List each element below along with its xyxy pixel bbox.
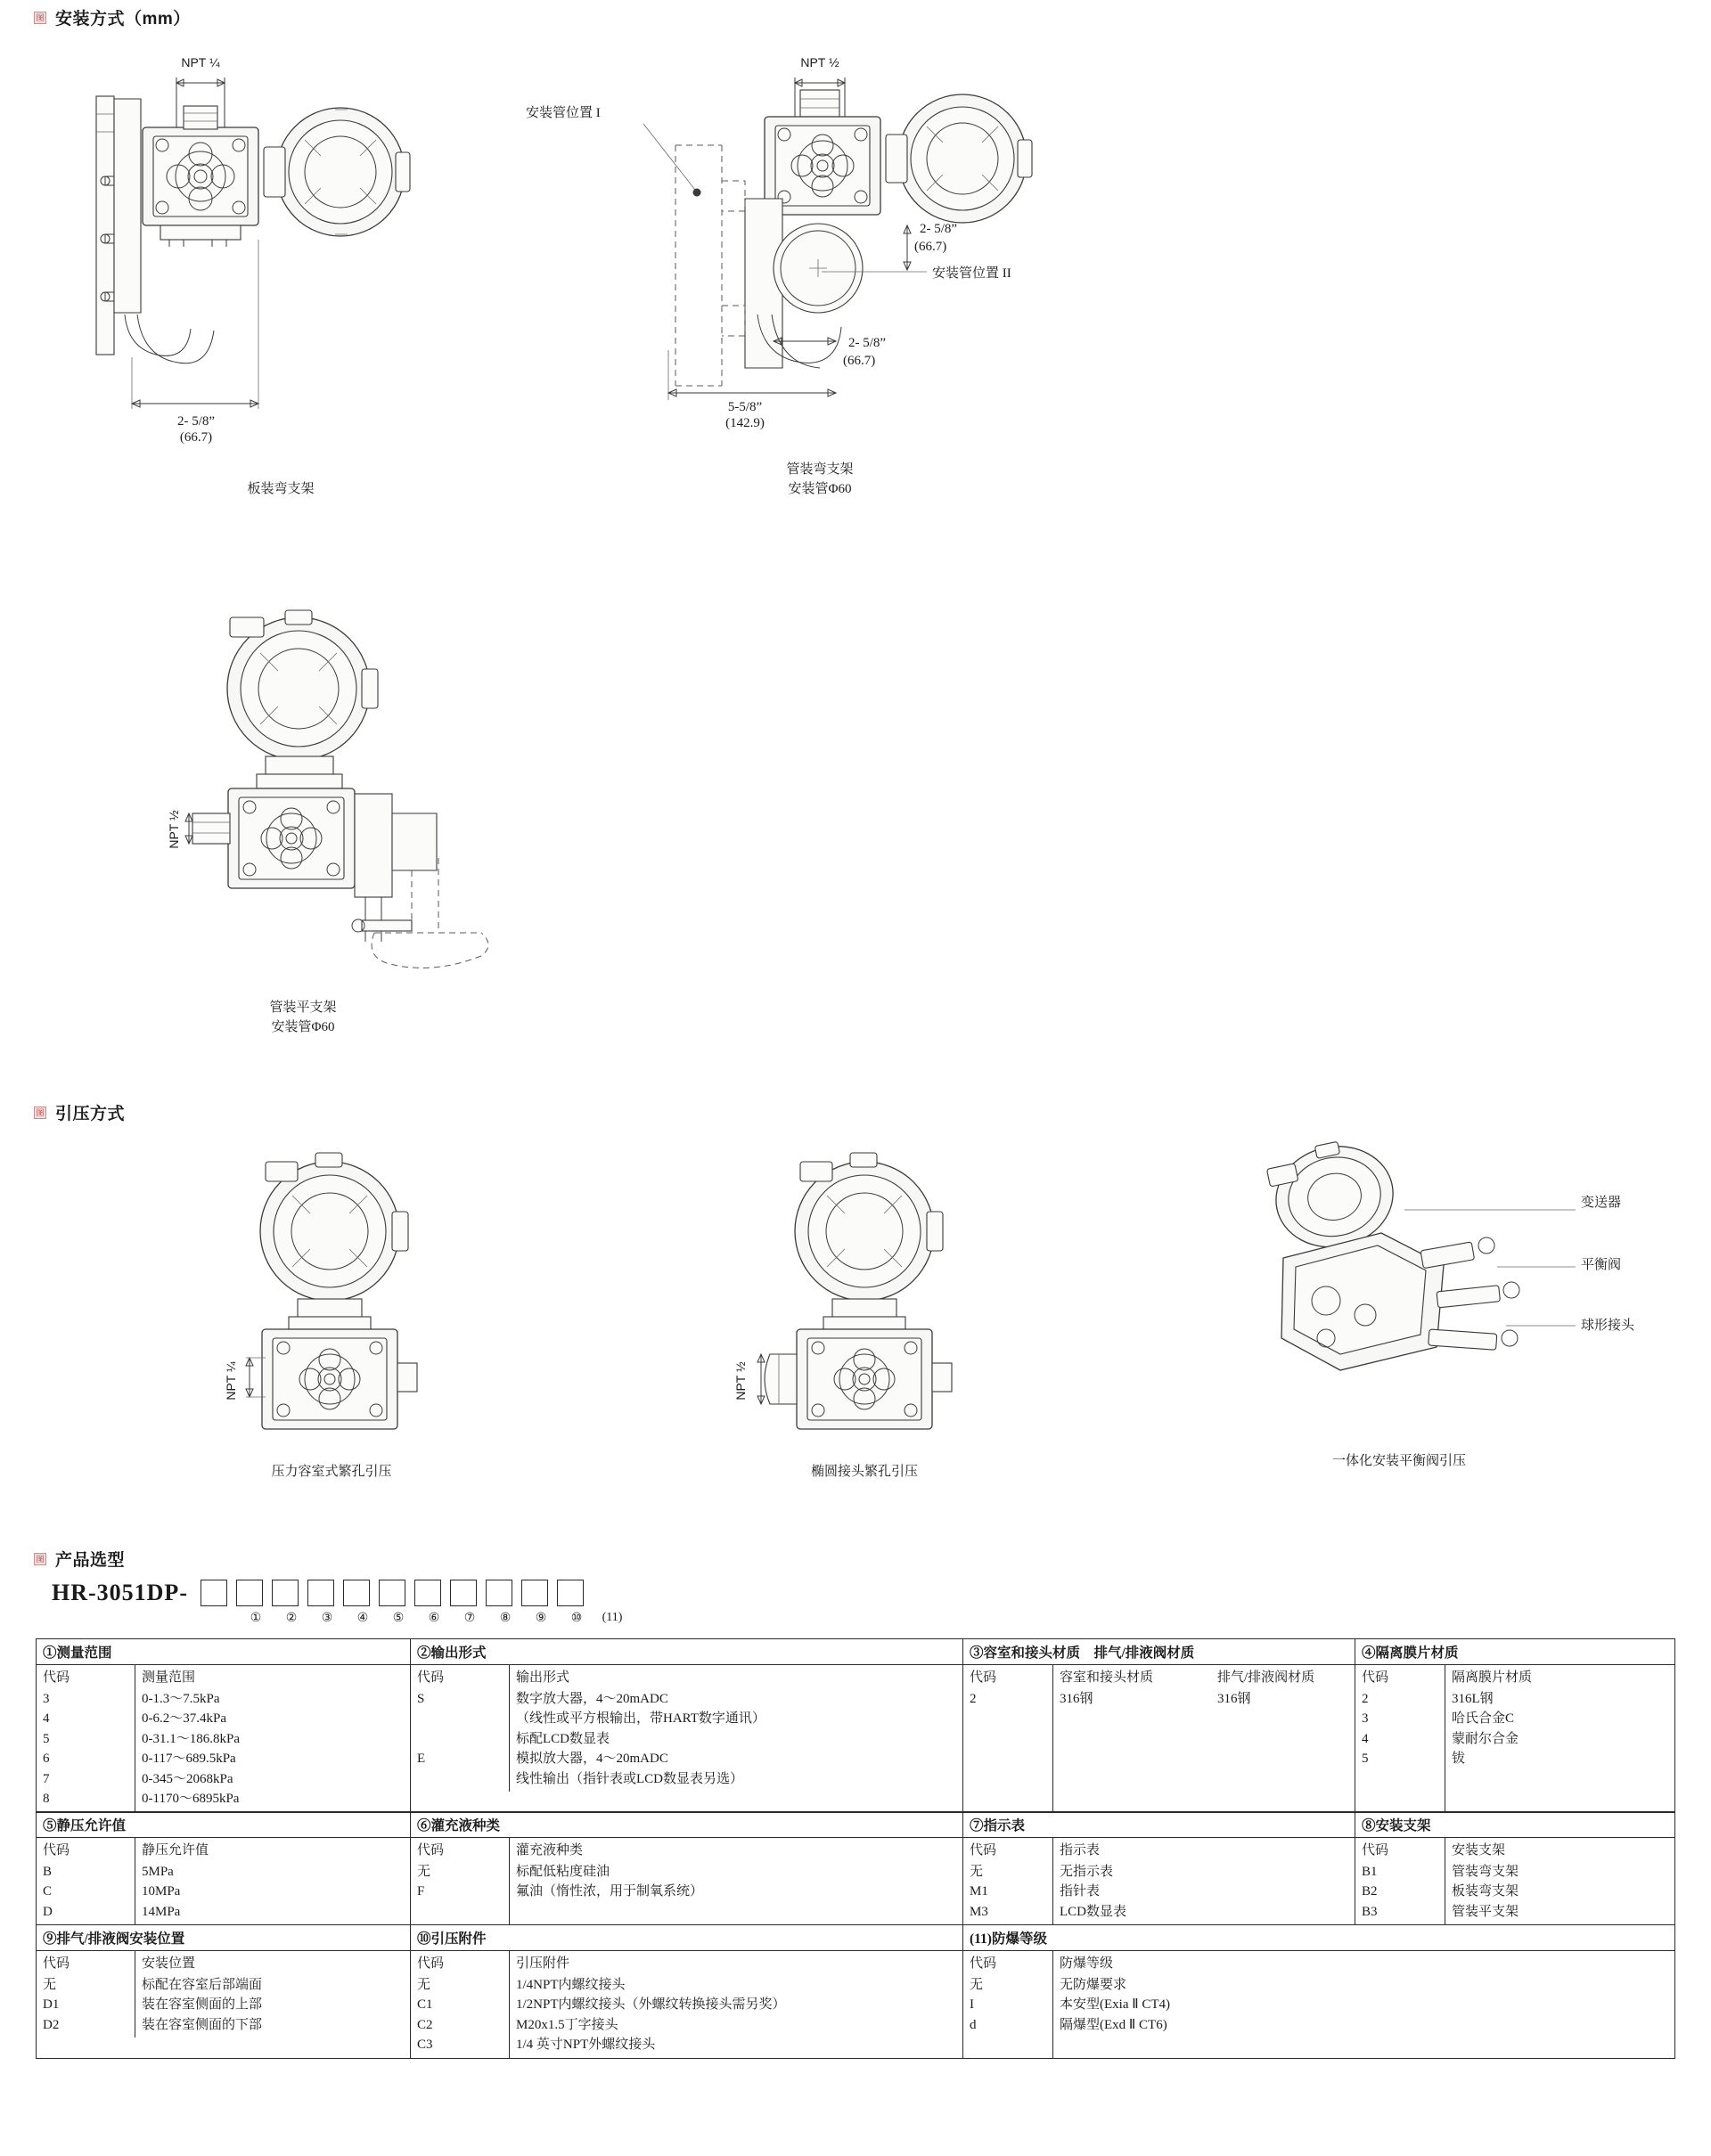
figure1-dim-label2: (66.7)	[179, 430, 213, 445]
cell: C1	[417, 1997, 433, 2013]
cell: 0-117～689.5kPa	[142, 1752, 236, 1766]
col-header: 输出形式	[516, 1670, 570, 1685]
figure4-caption: 压力容室式繁孔引压	[271, 1465, 392, 1479]
cell: 标配低粘度硅油	[516, 1864, 610, 1879]
figure3-npt-label: NPT ½	[167, 810, 181, 849]
col-header: 代码	[417, 1956, 445, 1972]
figure-row-brackets	[0, 29, 1711, 600]
cell: 钹	[1452, 1752, 1466, 1766]
cell: 4	[1362, 1731, 1369, 1746]
figure2-dimB-label: 2- 5/8”	[848, 336, 887, 350]
cell: D2	[43, 2017, 60, 2032]
spec-block-diaphragm-material	[1355, 1638, 1675, 1813]
figure1-dim-label: 2- 5/8”	[176, 414, 216, 429]
code-index-11: (11)	[602, 1611, 623, 1624]
cell: 3	[1362, 1711, 1369, 1726]
cell: I	[970, 1997, 974, 2013]
section-header-mounting	[0, 5, 1711, 29]
cell: 无	[43, 1977, 57, 1992]
figure2-caption1: 管装弯支架	[786, 462, 854, 477]
section-bullet-icon-2: 图	[34, 1107, 46, 1119]
col-header: 防爆等级	[1060, 1956, 1114, 1972]
cell: C3	[417, 2038, 433, 2053]
model-prefix: HR-3051DP-	[52, 1580, 188, 1605]
cell: 5MPa	[142, 1864, 174, 1879]
figure2-pipe-position1-label: 安装管位置 I	[526, 106, 601, 120]
code-index-7: ⑦	[463, 1612, 476, 1625]
code-index-1: ①	[250, 1612, 262, 1625]
cell: 1/4NPT内螺纹接头	[516, 1977, 626, 1992]
figure-panel-bracket	[96, 55, 410, 496]
figure3-caption1: 管装平支架	[269, 1000, 337, 1015]
cell: 14MPa	[142, 1904, 181, 1919]
cell: S	[417, 1691, 425, 1706]
cell: 316钢	[1060, 1691, 1093, 1706]
code-index-row	[242, 1611, 1711, 1626]
cell	[417, 1709, 503, 1729]
code-index-3: ③	[321, 1612, 333, 1625]
figure5-npt-label: NPT ½	[733, 1361, 748, 1401]
spec-block-title: ①测量范围	[37, 1639, 410, 1665]
cell: 板装弯支架	[1452, 1884, 1519, 1899]
cell: 10MPa	[142, 1884, 181, 1899]
cell: 无	[417, 1977, 431, 1992]
cell: 本安型(Exia Ⅱ CT4)	[1060, 1997, 1171, 2013]
code-box-2[interactable]	[236, 1580, 263, 1606]
spec-block-fill-fluid	[410, 1811, 962, 1925]
spec-row-1	[36, 1638, 1675, 1813]
figure-row-pressure	[0, 1124, 1711, 1543]
col-header: 代码	[417, 1843, 445, 1858]
figure2-dimB-label2: (66.7)	[843, 354, 876, 368]
figure6-label-balance-valve: 平衡阀	[1581, 1258, 1622, 1272]
code-box-9[interactable]	[486, 1580, 512, 1606]
col-header: 代码	[43, 1670, 70, 1685]
cell: 隔爆型(Exd Ⅱ CT6)	[1060, 2017, 1167, 2032]
code-box-5[interactable]	[343, 1580, 370, 1606]
code-box-3[interactable]	[272, 1580, 299, 1606]
figure3-caption2: 安装管Φ60	[271, 1020, 335, 1034]
figure2-npt-label: NPT ½	[800, 55, 839, 69]
col-header: 引压附件	[516, 1956, 570, 1972]
section-title-model: 产品选型	[55, 1551, 126, 1570]
section-title-mounting: 安装方式（mm）	[55, 10, 191, 29]
spec-block-explosion-proof	[962, 1924, 1675, 2059]
cell: 0-345～2068kPa	[142, 1771, 233, 1786]
cell: 1/4 英寸NPT外螺纹接头	[516, 2038, 656, 2053]
cell: 标配在容室后部端面	[142, 1977, 263, 1992]
cell: D1	[43, 1997, 60, 2013]
spec-block-vent-drain-position	[36, 1924, 410, 2059]
cell: 0-1.3～7.5kPa	[142, 1691, 220, 1706]
code-index-8: ⑧	[499, 1612, 512, 1625]
col-header: 容室和接头材质	[1060, 1670, 1154, 1685]
cell: 管装弯支架	[1452, 1864, 1519, 1879]
cell	[417, 1769, 503, 1790]
section-bullet-icon: 图	[34, 12, 46, 24]
cell: M3	[970, 1904, 988, 1919]
col-header: 隔离膜片材质	[1452, 1670, 1533, 1685]
col-header: 代码	[417, 1670, 445, 1685]
spec-block-title: ⑧安装支架	[1355, 1812, 1674, 1838]
col-header: 代码	[1362, 1843, 1389, 1858]
cell: E	[417, 1752, 426, 1766]
cell: 标配LCD数显表	[516, 1731, 610, 1746]
cell: 无	[417, 1864, 431, 1879]
cell: 装在容室侧面的下部	[142, 2017, 263, 2032]
spec-block-mounting-bracket	[1355, 1811, 1675, 1925]
spec-tables	[0, 1638, 1711, 2059]
spec-block-indicator	[962, 1811, 1355, 1925]
col-header: 安装支架	[1452, 1843, 1506, 1858]
flat-bracket-drawing	[0, 582, 1711, 1116]
cell: 316L钢	[1452, 1691, 1494, 1706]
model-code-builder	[0, 1580, 1711, 1626]
cell: 无防爆要求	[1060, 1977, 1127, 1992]
figure2-dimC-label: 5-5/8”	[727, 400, 763, 414]
spec-block-measuring-range	[36, 1638, 410, 1813]
code-index-10: ⑩	[570, 1612, 583, 1625]
cell: M20x1.5丁字接头	[516, 2017, 618, 2032]
cell: 3	[43, 1691, 50, 1706]
code-box-11[interactable]	[557, 1580, 584, 1606]
figure2-dimA-label: 2- 5/8”	[920, 222, 958, 236]
spec-block-chamber-material	[962, 1638, 1355, 1813]
cell: 哈氏合金C	[1452, 1711, 1515, 1726]
cell: C	[43, 1884, 53, 1899]
cell: 数字放大器，4～20mADC	[516, 1691, 668, 1706]
cell: 7	[43, 1771, 50, 1786]
cell: 指针表	[1060, 1884, 1101, 1899]
figure2-dimC-label2: (142.9)	[725, 416, 765, 430]
figure2-caption2: 安装管Φ60	[788, 482, 852, 496]
cell: 0-1170～6895kPa	[142, 1792, 240, 1806]
cell: B3	[1362, 1904, 1378, 1919]
spec-block-title: (11)防爆等级	[963, 1925, 1674, 1951]
code-box-4[interactable]	[307, 1580, 334, 1606]
code-index-6: ⑥	[428, 1612, 440, 1625]
cell: 5	[1362, 1752, 1369, 1766]
figure6-caption: 一体化安装平衡阀引压	[1331, 1454, 1467, 1468]
cell: 无	[970, 1977, 984, 1992]
cell: 2	[970, 1691, 977, 1706]
col-header: 灌充液种类	[516, 1843, 584, 1858]
col-header: 代码	[1362, 1670, 1389, 1685]
cell: 6	[43, 1752, 50, 1766]
col-header: 测量范围	[142, 1670, 196, 1685]
electronics-housing	[264, 108, 410, 236]
cell: M1	[970, 1884, 988, 1899]
spec-row-3	[36, 1924, 1675, 2059]
section-title-pressure: 引压方式	[55, 1105, 126, 1123]
cell: 蒙耐尔合金	[1452, 1731, 1519, 1746]
col-header: 代码	[970, 1956, 997, 1972]
code-box-1[interactable]	[201, 1580, 227, 1606]
col-header: 指示表	[1060, 1843, 1101, 1858]
figure1-npt-label: NPT ¼	[181, 55, 220, 69]
figure2-pipe-position2-label: 安装管位置 II	[932, 266, 1011, 281]
col-header: 代码	[970, 1843, 997, 1858]
col-header: 代码	[970, 1670, 997, 1685]
cell: 8	[43, 1792, 50, 1806]
pressure-tap-drawings	[0, 1124, 1711, 1543]
cell: 4	[43, 1711, 50, 1726]
cell: 管装平支架	[1452, 1904, 1519, 1919]
spec-block-pressure-accessory	[410, 1924, 962, 2059]
cell: 线性输出（指针表或LCD数显表另选）	[516, 1771, 744, 1786]
spec-block-title: ②输出形式	[411, 1639, 962, 1665]
spec-block-title: ④隔离膜片材质	[1355, 1639, 1674, 1665]
cell: 氟油（惰性浓，用于制氧系统）	[516, 1884, 704, 1899]
cell: B1	[1362, 1864, 1378, 1879]
col-header: 安装位置	[142, 1956, 196, 1972]
cell: 0-31.1～186.8kPa	[142, 1731, 240, 1746]
cell: （线性或平方根输出，带HART数字通讯）	[516, 1711, 765, 1726]
cell: 316钢	[1217, 1691, 1251, 1706]
code-box-7[interactable]	[414, 1580, 441, 1606]
figure2-dimA-label2: (66.7)	[914, 240, 947, 254]
figure5-caption: 椭圆接头繁孔引压	[810, 1465, 919, 1479]
spec-block-title: ⑨排气/排液阀安装位置	[37, 1925, 410, 1951]
code-index-9: ⑨	[535, 1612, 547, 1625]
spec-block-title: ⑥灌充液种类	[411, 1812, 962, 1838]
code-index-4: ④	[356, 1612, 369, 1625]
bracket-drawings	[0, 29, 1711, 600]
datasheet-page	[0, 5, 1711, 2156]
cell: F	[417, 1884, 425, 1899]
cell: 装在容室侧面的上部	[142, 1997, 263, 2013]
cell: B	[43, 1864, 53, 1879]
figure1-caption: 板装弯支架	[247, 482, 315, 496]
col-header: 代码	[43, 1843, 70, 1858]
code-box-6[interactable]	[379, 1580, 405, 1606]
section-header-model	[0, 1547, 1711, 1571]
cell	[417, 1729, 503, 1750]
cell: 5	[43, 1731, 50, 1746]
col-header: 代码	[43, 1956, 70, 1972]
spec-block-title: ⑦指示表	[963, 1812, 1355, 1838]
spec-row-2	[36, 1811, 1675, 1925]
cell: D	[43, 1904, 53, 1919]
spec-block-title: ⑤静压允许值	[37, 1812, 410, 1838]
code-index-5: ⑤	[392, 1612, 405, 1625]
figure4-npt-label: NPT ¼	[224, 1361, 238, 1401]
cell: 0-6.2～37.4kPa	[142, 1711, 226, 1726]
col-header: 排气/排液阀材质	[1217, 1670, 1315, 1685]
section-bullet-icon-3: 图	[34, 1553, 46, 1565]
cell: 1/2NPT内螺纹接头（外螺纹转换接头需另奖）	[516, 1997, 786, 2013]
cell: B2	[1362, 1884, 1378, 1899]
cell: 无指示表	[1060, 1864, 1114, 1879]
figure6-label-ball-joint: 球形接头	[1581, 1319, 1635, 1333]
col-header: 静压允许值	[142, 1843, 209, 1858]
cell: LCD数显表	[1060, 1904, 1127, 1919]
cell: C2	[417, 2017, 433, 2032]
spec-block-title: ③容室和接头材质 排气/排液阀材质	[963, 1639, 1355, 1665]
code-box-8[interactable]	[450, 1580, 477, 1606]
figure-pipe-bent-bracket	[526, 55, 1032, 496]
spec-block-output-form	[410, 1638, 962, 1813]
code-index-2: ②	[285, 1612, 298, 1625]
figure6-label-transmitter: 变送器	[1581, 1196, 1622, 1210]
cell: 2	[1362, 1691, 1369, 1706]
code-box-10[interactable]	[521, 1580, 548, 1606]
cell: 模拟放大器，4～20mADC	[516, 1752, 668, 1766]
cell: 无	[970, 1864, 984, 1879]
figure-row-flat-bracket	[0, 582, 1711, 1116]
spec-block-title: ⑩引压附件	[411, 1925, 962, 1951]
cell: d	[970, 2017, 977, 2032]
spec-block-static-pressure	[36, 1811, 410, 1925]
